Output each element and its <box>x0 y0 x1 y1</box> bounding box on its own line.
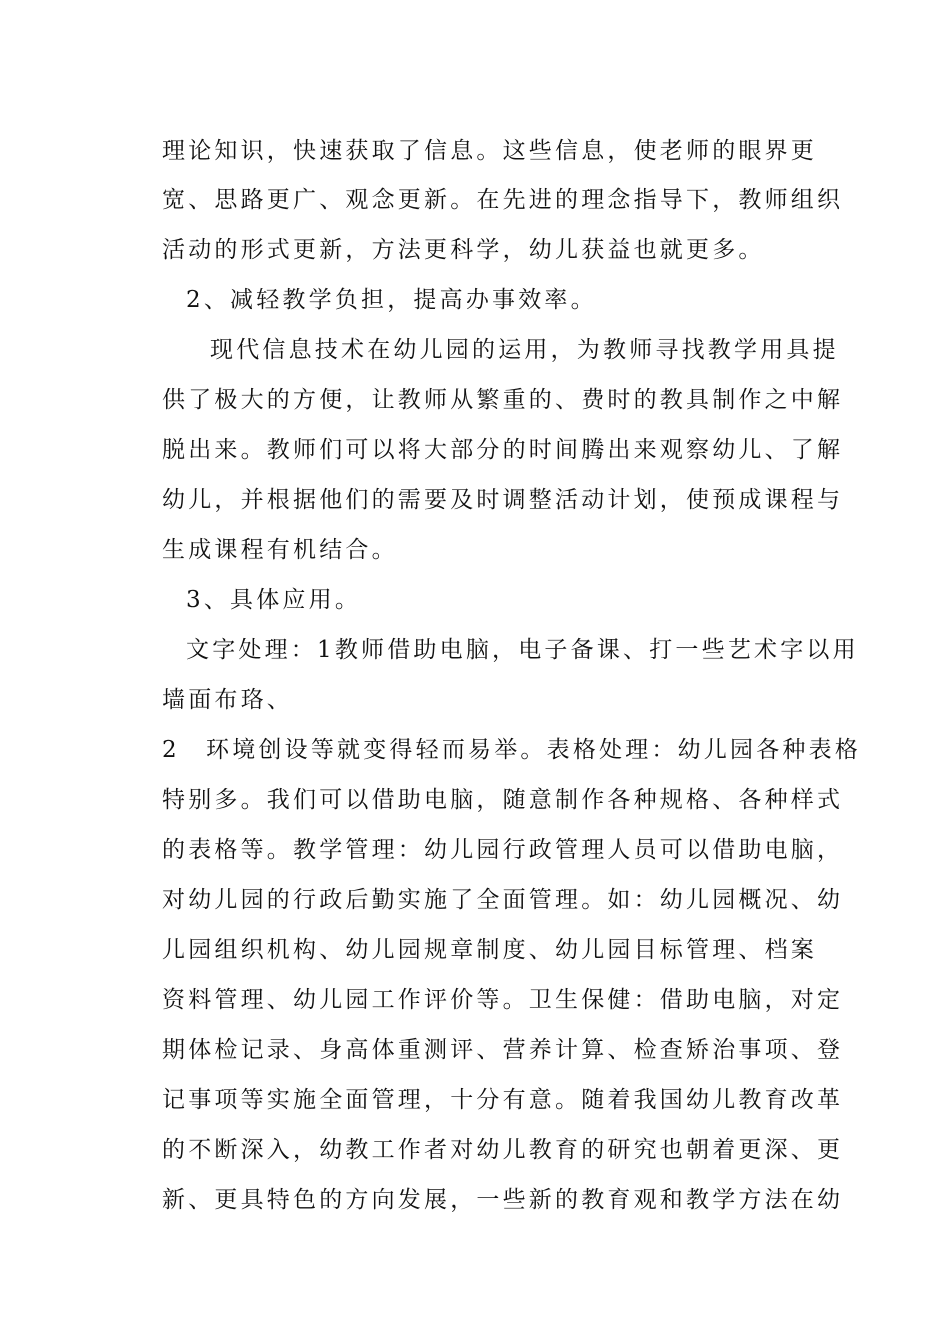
text-line: 理论知识，快速获取了信息。这些信息，使老师的眼界更 <box>162 138 817 164</box>
text-line: 新、更具特色的方向发展，一些新的教育观和教学方法在幼 <box>162 1187 844 1213</box>
text-line: 资料管理、幼儿园工作评价等。卫生保健：借助电脑，对定 <box>162 987 844 1013</box>
section-heading: 2、减轻教学负担，提高办事效率。 <box>186 287 597 313</box>
text-line: 的不断深入，幼教工作者对幼儿教育的研究也朝着更深、更 <box>162 1137 844 1163</box>
text-line: 记事项等实施全面管理，十分有意。随着我国幼儿教育改革 <box>162 1087 844 1113</box>
text-line: 宽、思路更广、观念更新。在先进的理念指导下，教师组织 <box>162 187 844 213</box>
text-line: 生成课程有机结合。 <box>162 537 398 563</box>
text-line: 供了极大的方便，让教师从繁重的、费时的教具制作之中解 <box>162 387 844 413</box>
paragraph-first-line: 现代信息技术在幼儿园的运用，为教师寻找教学用具提 <box>210 337 839 363</box>
text-line: 儿园组织机构、幼儿园规章制度、幼儿园目标管理、档案 <box>162 937 817 963</box>
text-line: 的表格等。教学管理：幼儿园行政管理人员可以借助电脑， <box>162 837 844 863</box>
text-line: 期体检记录、身高体重测评、营养计算、检查矫治事项、登 <box>162 1037 844 1063</box>
section-heading: 3、具体应用。 <box>186 587 362 613</box>
text-line: 幼儿，并根据他们的需要及时调整活动计划，使预成课程与 <box>162 487 844 513</box>
text-line: 特别多。我们可以借助电脑，随意制作各种规格、各种样式 <box>162 787 844 813</box>
text-line: 墙面布珞、 <box>162 687 293 713</box>
text-line: 2 环境创设等就变得轻而易举。表格处理：幼儿园各种表格 <box>162 737 862 763</box>
text-line: 脱出来。教师们可以将大部分的时间腾出来观察幼儿、了解 <box>162 437 844 463</box>
text-line: 对幼儿园的行政后勤实施了全面管理。如：幼儿园概况、幼 <box>162 887 844 913</box>
text-line: 活动的形式更新，方法更科学，幼儿获益也就更多。 <box>162 237 765 263</box>
paragraph-first-line: 文字处理：1教师借助电脑，电子备课、打一些艺术字以用 <box>186 637 859 663</box>
